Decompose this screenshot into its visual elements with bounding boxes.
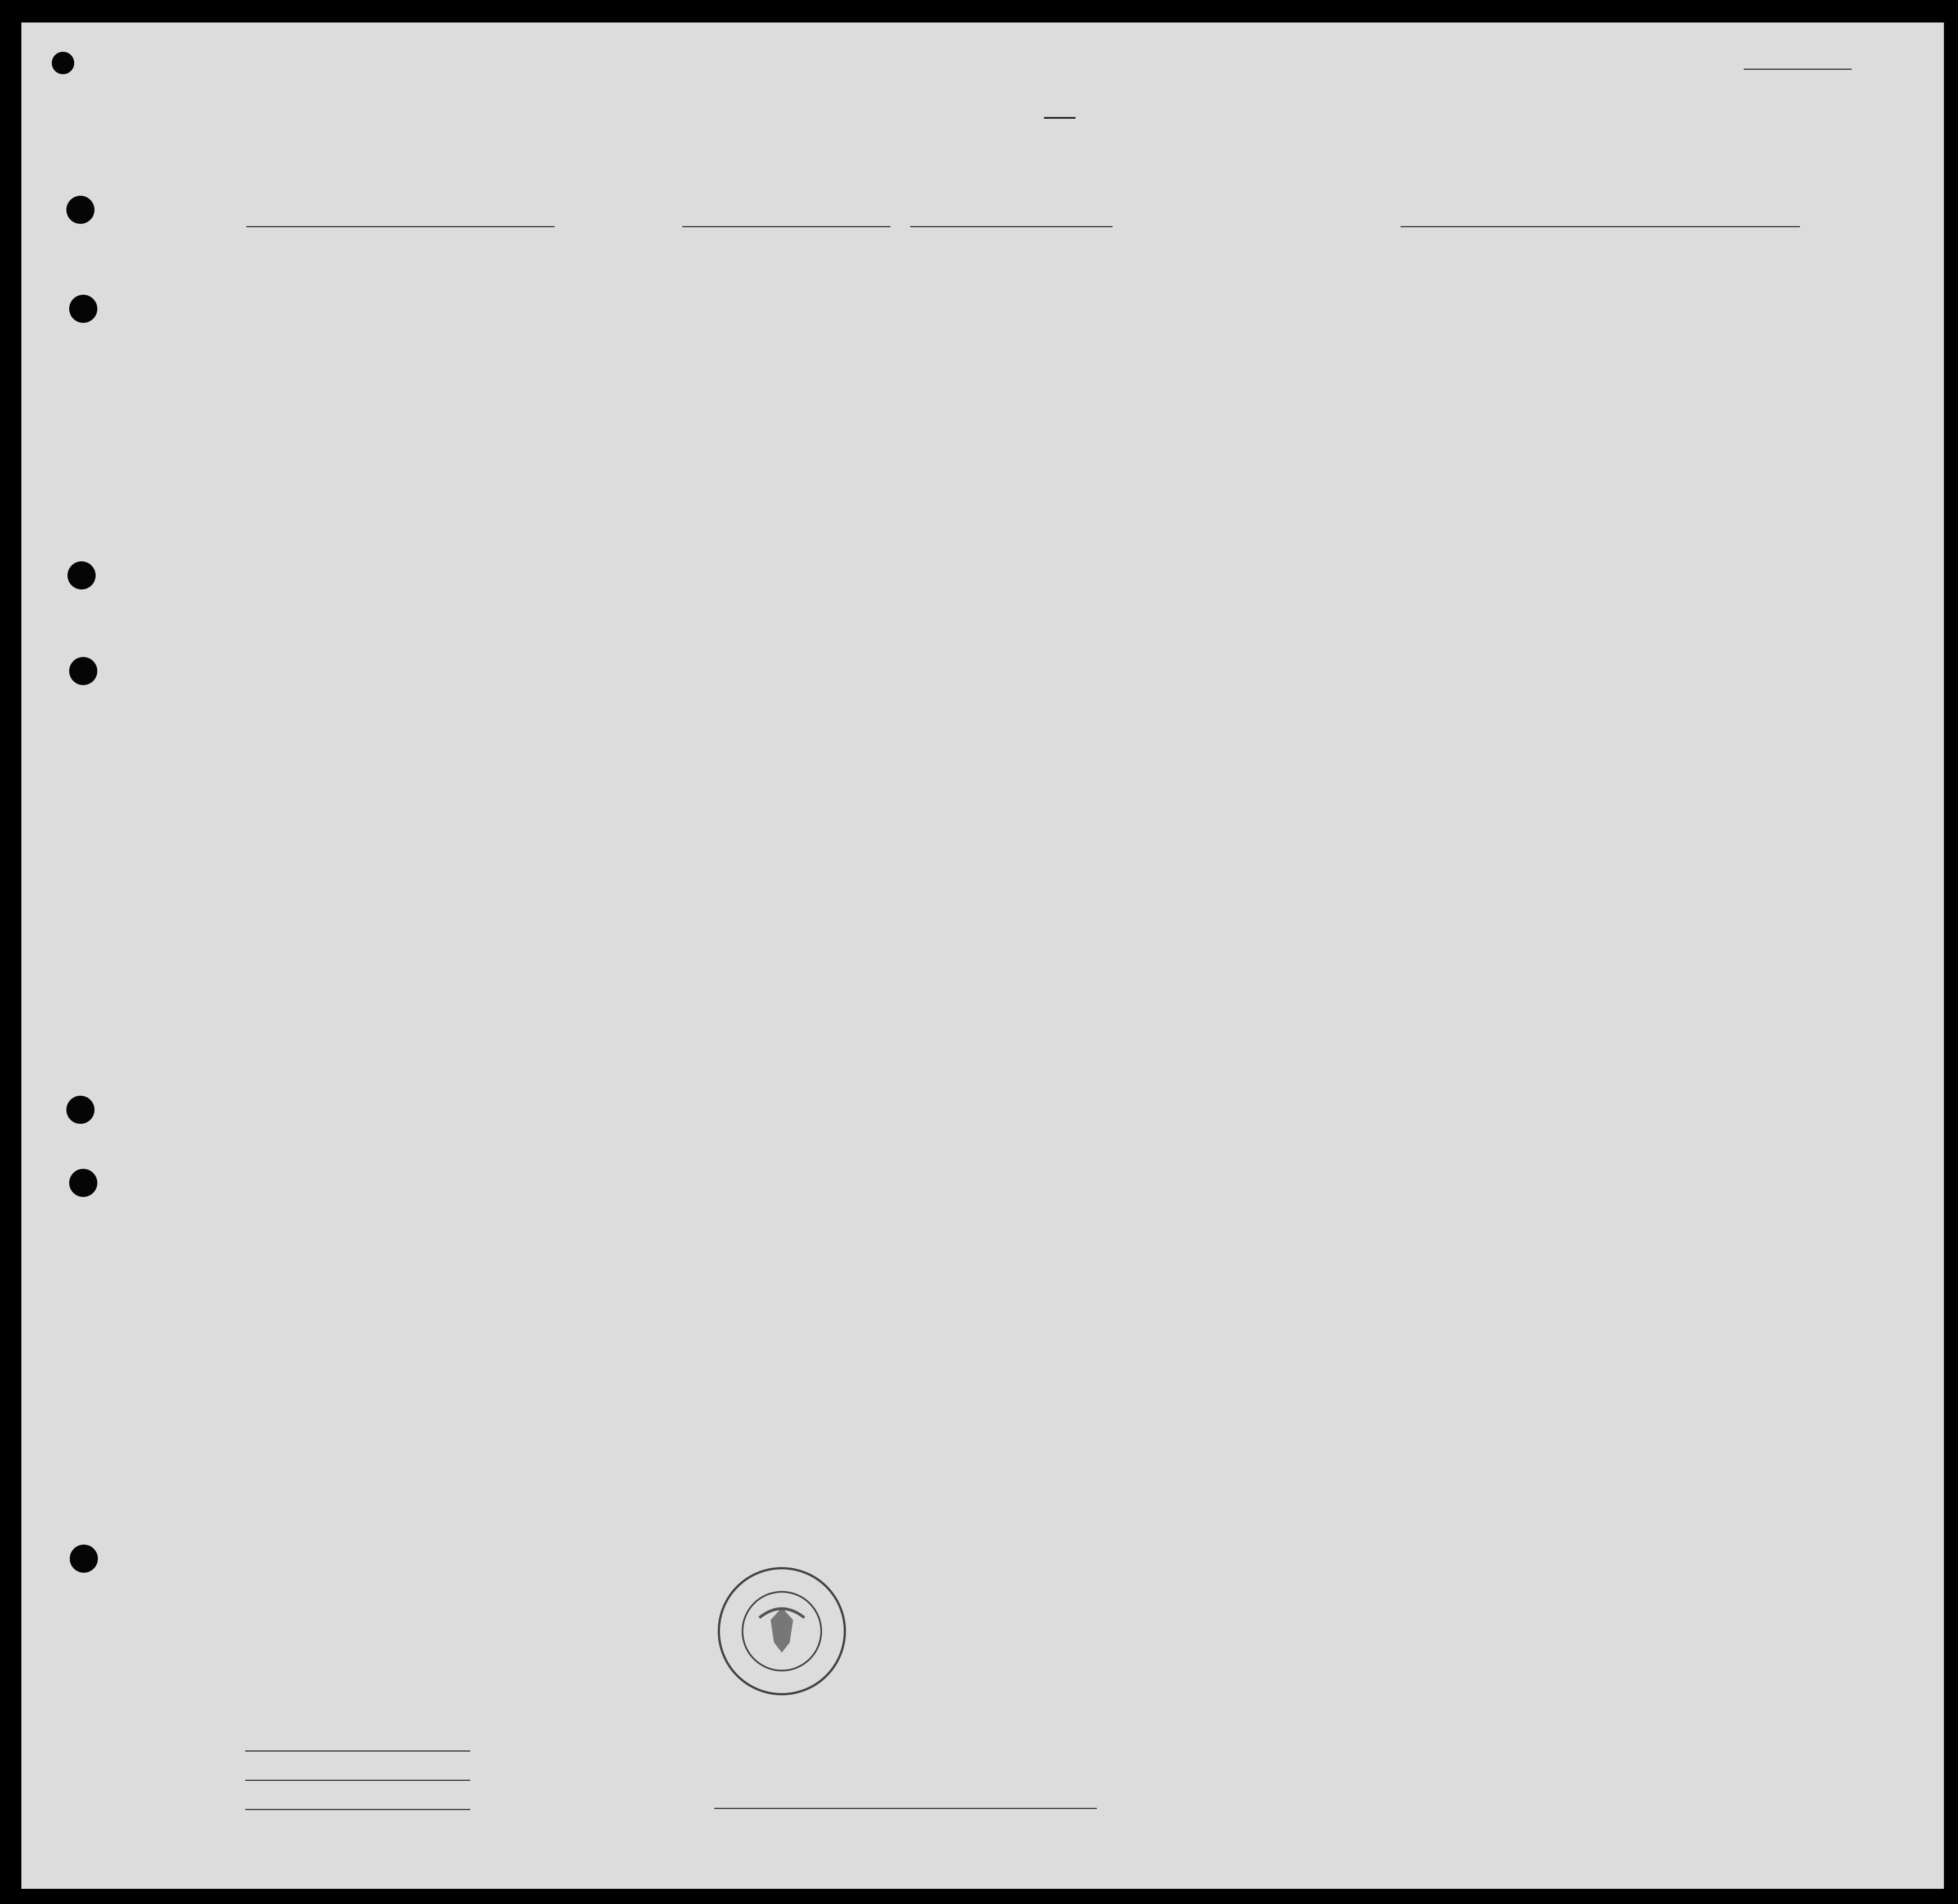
table-grid: [21, 22, 1944, 1889]
manifest-sheet: [21, 22, 1944, 1889]
inspector-line: [714, 1808, 1097, 1809]
line-value: [245, 1750, 470, 1752]
closed-stamp: [870, 1484, 900, 1521]
consulate-seal: [714, 1564, 849, 1699]
local-agents-value: [245, 1809, 470, 1810]
owners-value: [245, 1780, 470, 1781]
